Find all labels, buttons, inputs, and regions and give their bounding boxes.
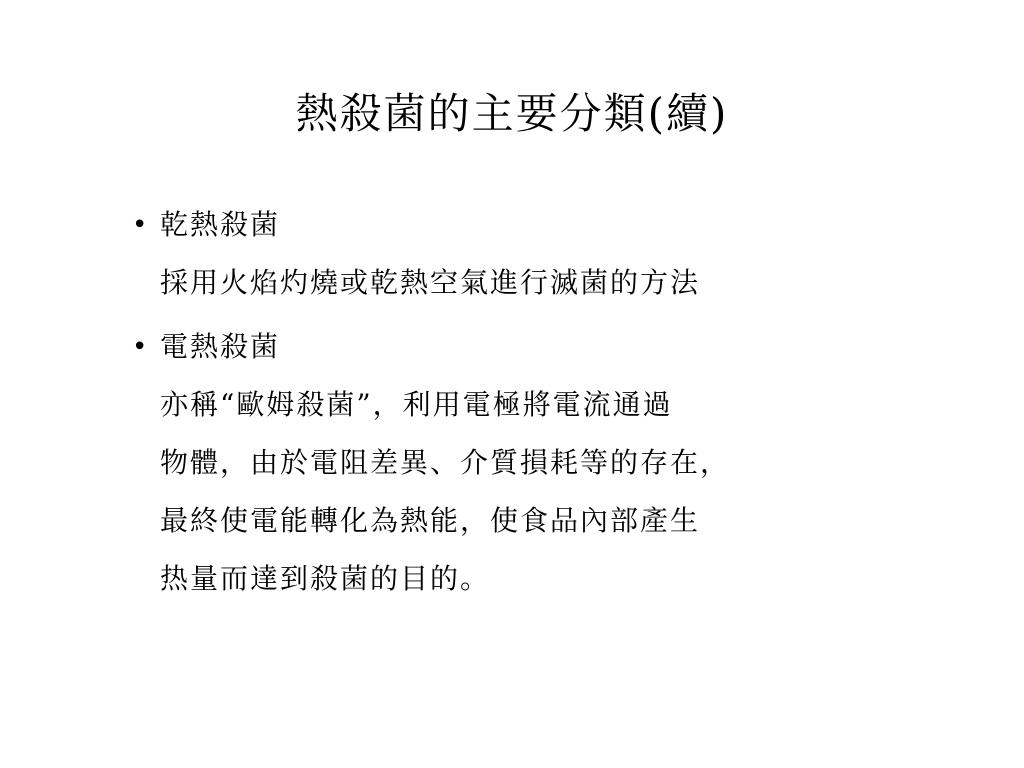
bullet-icon: •	[132, 210, 148, 240]
bullet-row	[132, 318, 932, 376]
item-heading: 電熱殺菌	[160, 330, 281, 363]
description-line: 热量而達到殺菌的目的。	[160, 562, 491, 595]
bullet-icon: •	[132, 332, 148, 362]
list-item-electric-heat	[132, 318, 932, 608]
slide-body	[132, 196, 932, 608]
description-line: 亦稱“歐姆殺菌”，利用電極將電流通過	[160, 388, 673, 421]
description-line: 最終使電能轉化為熱能，使食品內部產生	[160, 504, 701, 537]
description-line: 物體，由於電阻差異、介質損耗等的存在，	[160, 446, 731, 479]
bullet-row	[132, 196, 932, 254]
item-description	[160, 254, 932, 312]
list-item-dry-heat	[132, 196, 932, 312]
item-description	[160, 376, 932, 608]
description-line: 採用火焰灼燒或乾熱空氣進行滅菌的方法	[160, 266, 701, 299]
item-heading: 乾熱殺菌	[160, 208, 281, 241]
slide-title: 熱殺菌的主要分類(續)	[295, 89, 729, 138]
